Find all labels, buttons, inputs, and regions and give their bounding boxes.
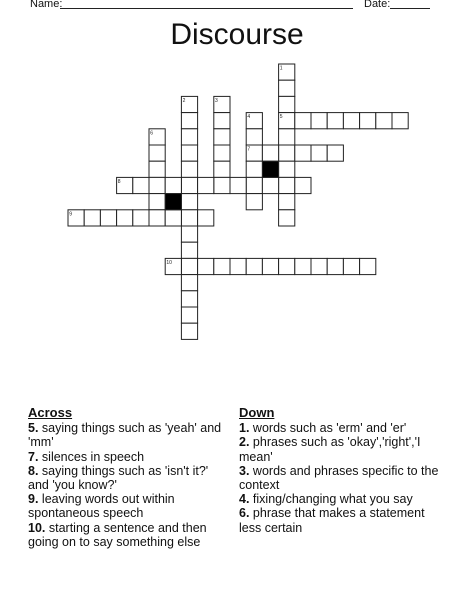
grid-cell[interactable] — [279, 194, 295, 210]
grid-cell[interactable] — [246, 194, 262, 210]
grid-number: 3 — [215, 97, 218, 104]
grid-number: 8 — [117, 178, 121, 185]
page-title: Discourse — [170, 18, 304, 51]
grid-cell[interactable] — [246, 129, 262, 145]
grid-cell[interactable] — [279, 177, 295, 193]
clue-number: 4. — [239, 492, 250, 507]
grid-cell[interactable] — [246, 161, 262, 177]
grid-cell[interactable] — [181, 307, 197, 323]
grid-cell[interactable] — [311, 258, 327, 274]
grid-cell[interactable] — [149, 161, 165, 177]
grid-cell[interactable] — [295, 258, 311, 274]
clue-text: fixing/changing what you say — [252, 492, 413, 507]
grid-cell[interactable] — [343, 258, 359, 274]
grid-cell[interactable] — [181, 323, 197, 339]
grid-cell[interactable] — [279, 210, 295, 226]
grid-cell[interactable] — [311, 113, 327, 129]
down-heading: Down — [239, 405, 275, 420]
grid-cell[interactable] — [181, 210, 197, 226]
grid-cell[interactable] — [262, 177, 278, 193]
grid-cell[interactable] — [246, 258, 262, 274]
down-clue — [239, 464, 444, 492]
clue-text: silences in speech — [41, 449, 145, 464]
grid-cell[interactable] — [295, 177, 311, 193]
clue-text: leaving words out within spontaneous speech — [28, 492, 175, 521]
grid-cell[interactable] — [295, 113, 311, 129]
grid-number: 10 — [166, 259, 172, 266]
grid-cell[interactable] — [181, 161, 197, 177]
down-clue — [239, 492, 444, 506]
grid-cell[interactable] — [198, 258, 214, 274]
grid-cell[interactable] — [165, 177, 181, 193]
grid-cell[interactable] — [149, 177, 165, 193]
grid-cell[interactable] — [149, 194, 165, 210]
grid-cell[interactable] — [181, 275, 197, 291]
across-clue — [28, 521, 228, 549]
grid-cell[interactable] — [181, 113, 197, 129]
clue-number: 1. — [239, 421, 250, 436]
clue-number: 9. — [28, 492, 39, 507]
grid-number: 6 — [150, 130, 153, 137]
across-heading: Across — [28, 405, 73, 420]
across-clue — [28, 464, 228, 492]
grid-cell[interactable] — [181, 145, 197, 161]
grid-number: 2 — [182, 97, 186, 104]
grid-cell[interactable] — [230, 177, 246, 193]
grid-cell[interactable] — [149, 210, 165, 226]
grid-cell[interactable] — [279, 96, 295, 112]
clue-number: 10. — [28, 520, 46, 535]
date-label: Date: — [364, 0, 391, 10]
grid-number: 4 — [247, 114, 251, 121]
grid-cell[interactable] — [117, 210, 133, 226]
black-square — [165, 194, 181, 210]
black-square — [262, 161, 278, 177]
grid-cell[interactable] — [214, 113, 230, 129]
grid-cell[interactable] — [181, 242, 197, 258]
across-clues — [28, 406, 228, 549]
grid-cell[interactable] — [360, 113, 376, 129]
grid-cell[interactable] — [165, 210, 181, 226]
clue-text: phrase that makes a statement less certain — [239, 506, 425, 535]
across-clue — [28, 492, 228, 520]
grid-cell[interactable] — [230, 258, 246, 274]
grid-cell[interactable] — [181, 291, 197, 307]
grid-number: 9 — [69, 211, 72, 218]
grid-cell[interactable] — [262, 145, 278, 161]
grid-cell[interactable] — [100, 210, 116, 226]
grid-cell[interactable] — [279, 161, 295, 177]
grid-cell[interactable] — [214, 161, 230, 177]
grid-cell[interactable] — [262, 258, 278, 274]
clue-number: 8. — [28, 463, 39, 478]
across-clue — [28, 421, 228, 449]
across-clue — [28, 450, 228, 464]
grid-cell[interactable] — [214, 129, 230, 145]
grid-cell[interactable] — [214, 258, 230, 274]
grid-cell[interactable] — [295, 145, 311, 161]
clue-number: 5. — [28, 421, 39, 436]
clue-text: starting a sentence and then going on to say something else — [28, 520, 207, 549]
down-clue — [239, 435, 444, 463]
grid-cell[interactable] — [327, 258, 343, 274]
grid-cell[interactable] — [181, 177, 197, 193]
grid-cell[interactable] — [214, 177, 230, 193]
grid-cell[interactable] — [198, 177, 214, 193]
clue-number: 2. — [239, 435, 250, 450]
grid-cell[interactable] — [327, 145, 343, 161]
grid-cell[interactable] — [214, 145, 230, 161]
grid-cell[interactable] — [327, 113, 343, 129]
grid-cell[interactable] — [133, 177, 149, 193]
clue-text: words such as 'erm' and 'er' — [252, 421, 407, 436]
clue-text: words and phrases specific to the context — [239, 463, 439, 493]
clue-text: saying things such as 'yeah' and 'mm' — [28, 421, 222, 450]
clue-text: phrases such as 'okay','right','I mean' — [239, 435, 421, 464]
down-clues — [239, 406, 444, 535]
grid-number: 1 — [279, 65, 283, 72]
grid-cell[interactable] — [279, 80, 295, 96]
grid-cell[interactable] — [181, 194, 197, 210]
grid-cell[interactable] — [343, 113, 359, 129]
grid-cell[interactable] — [181, 258, 197, 274]
grid-cell[interactable] — [392, 113, 408, 129]
grid-cell[interactable] — [133, 210, 149, 226]
grid-cell[interactable] — [198, 210, 214, 226]
down-clue — [239, 506, 444, 534]
grid-cell[interactable] — [149, 145, 165, 161]
grid-cell[interactable] — [279, 258, 295, 274]
clue-number: 3. — [239, 463, 250, 478]
grid-number: 7 — [247, 146, 251, 153]
grid-cell[interactable] — [84, 210, 100, 226]
grid-cell[interactable] — [181, 226, 197, 242]
grid-cell[interactable] — [376, 113, 392, 129]
grid-cell[interactable] — [279, 129, 295, 145]
clue-number: 6. — [239, 506, 250, 521]
grid-cell[interactable] — [279, 145, 295, 161]
name-label: Name: — [30, 0, 63, 10]
grid-cell[interactable] — [246, 177, 262, 193]
down-clue — [239, 421, 444, 435]
grid-number: 5 — [279, 114, 283, 121]
clue-number: 7. — [28, 449, 39, 464]
grid-cell[interactable] — [181, 129, 197, 145]
grid-cell[interactable] — [360, 258, 376, 274]
clue-text: saying things such as 'isn't it?' and 'you know?' — [28, 463, 209, 493]
grid-cell[interactable] — [311, 145, 327, 161]
